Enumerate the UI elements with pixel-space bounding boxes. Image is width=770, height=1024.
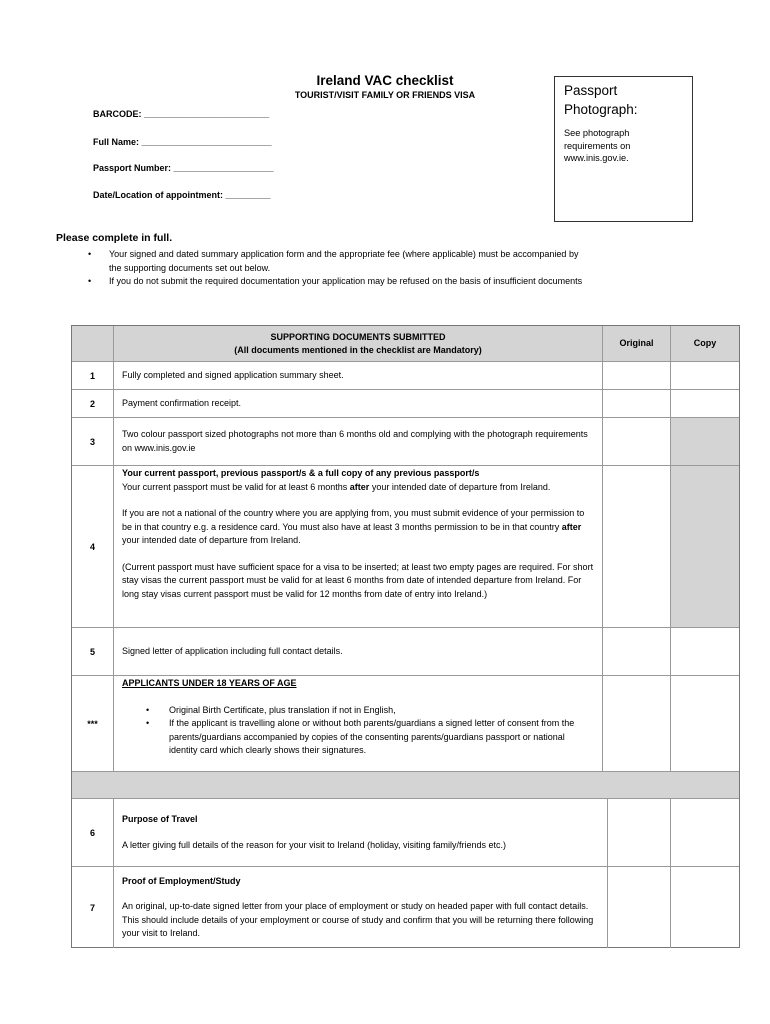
- complete-heading: Please complete in full.: [56, 232, 173, 244]
- section-separator: [72, 772, 739, 799]
- original-checkbox-cell[interactable]: [608, 867, 671, 948]
- full-name-field: [93, 137, 272, 147]
- barcode-line: _________________________: [144, 109, 270, 119]
- row-paragraph: [122, 507, 594, 548]
- row-emphasis: after: [561, 521, 582, 532]
- full-name-line: __________________________: [141, 137, 272, 147]
- header-line1: SUPPORTING DOCUMENTS SUBMITTED: [270, 332, 446, 342]
- photo-box-title-line1: Passport: [564, 83, 618, 98]
- passport-number-line: ____________________: [173, 163, 274, 173]
- header-documents-cell: [114, 326, 603, 362]
- row-number: 7: [72, 867, 114, 948]
- row-description: [114, 676, 603, 772]
- row-text: An original, up-to-date signed letter from your place of employment or study on headed paper with full contact details. This should include details of your employment or course of study and confirm that you will be returning there following your visit to Ireland.: [122, 901, 594, 938]
- photo-box-note: [564, 127, 683, 165]
- copy-checkbox-cell[interactable]: [671, 628, 739, 676]
- barcode-field: [93, 109, 269, 119]
- copy-checkbox-cell[interactable]: [671, 362, 739, 390]
- row-heading: Purpose of Travel: [122, 813, 198, 824]
- row-text: your intended date of departure from Ireland.: [369, 481, 551, 492]
- photo-box-note-line1: See photograph: [564, 128, 630, 138]
- document-title: Ireland VAC checklist: [316, 73, 454, 88]
- original-checkbox-cell[interactable]: [603, 362, 671, 390]
- row-number: 4: [72, 466, 114, 628]
- original-checkbox-cell[interactable]: [608, 799, 671, 867]
- copy-checkbox-cell[interactable]: [671, 867, 739, 948]
- row-text: Your current passport must be valid for at least 6 months: [122, 481, 350, 492]
- photo-box-title: [564, 81, 683, 119]
- row-text: Fully completed and signed application summary sheet.: [122, 369, 344, 380]
- row-description: [114, 628, 603, 676]
- row-description: [114, 867, 608, 948]
- row-paragraph: [122, 481, 594, 495]
- row-text: Payment confirmation receipt.: [122, 397, 242, 408]
- photo-box-title-line2: Photograph:: [564, 102, 638, 117]
- passport-number-label: Passport Number:: [93, 163, 172, 173]
- document-subtitle: TOURIST/VISIT FAMILY OR FRIENDS VISA: [294, 90, 476, 100]
- barcode-label: BARCODE:: [93, 109, 142, 119]
- original-checkbox-cell[interactable]: [603, 676, 671, 772]
- row-bullet: • If the applicant is travelling alone or without both parents/guardians a signed letter of consent from the parents/guardians accompanied by copies of the consenting parents/guardians passport or national identity card which clearly shows their signatures.: [122, 717, 594, 758]
- passport-number-field: [93, 163, 274, 173]
- original-checkbox-cell[interactable]: [603, 466, 671, 628]
- row-bullet: • Original Birth Certificate, plus translation if not in English,: [122, 704, 594, 718]
- copy-checkbox-cell[interactable]: [671, 799, 739, 867]
- copy-checkbox-cell[interactable]: [671, 390, 739, 418]
- copy-cell-disabled: [671, 466, 739, 628]
- row-text: Two colour passport sized photographs not more than 6 months old and complying with the photograph requirements on www.inis.gov.ie: [122, 429, 588, 453]
- copy-checkbox-cell[interactable]: [671, 676, 739, 772]
- photo-box-note-line3: www.inis.gov.ie.: [564, 153, 629, 163]
- row-number: ***: [72, 676, 114, 772]
- original-checkbox-cell[interactable]: [603, 418, 671, 466]
- row-number: 1: [72, 362, 114, 390]
- appointment-line: _________: [225, 190, 271, 200]
- row-heading: APPLICANTS UNDER 18 YEARS OF AGE: [122, 678, 297, 688]
- row-paragraph: (Current passport must have sufficient space for a visa to be inserted; at least two empty pages are required. For short stay visas the current passport must be valid for at least 6 months from date of intended departure from Ireland. For long stay visas current passport must be valid for 12 months from date of entry into Ireland.): [122, 561, 594, 599]
- intro-bullet: • If you do not submit the required documentation your application may be refused on the basis of insufficient documents: [88, 275, 593, 289]
- appointment-field: [93, 190, 271, 200]
- photo-box-note-line2: requirements on: [564, 140, 631, 151]
- copy-cell-disabled: [671, 418, 739, 466]
- documents-table: [71, 325, 740, 948]
- row-description: [114, 362, 603, 390]
- full-name-label: Full Name:: [93, 137, 140, 147]
- row-description: [114, 799, 608, 867]
- header-original: Original: [603, 326, 671, 362]
- row-number: 5: [72, 628, 114, 676]
- row-description: [114, 390, 603, 418]
- row-number: 6: [72, 799, 114, 867]
- row-number: 3: [72, 418, 114, 466]
- passport-photo-box: [554, 76, 693, 222]
- row-description: [114, 418, 603, 466]
- header-copy: Copy: [671, 326, 739, 362]
- row-heading: Proof of Employment/Study: [122, 875, 241, 886]
- row-description: [114, 466, 603, 628]
- row-text: If you are not a national of the country where you are applying from, you must submit evidence of your permission to be in that country e.g. a residence card. You must also have at least 3 months permission to be in that country: [122, 508, 585, 532]
- row-number: 2: [72, 390, 114, 418]
- row-text: your intended date of departure from Ireland.: [122, 535, 301, 545]
- row-heading: Your current passport, previous passport/s & a full copy of any previous passport/s: [122, 468, 480, 478]
- intro-bullet: • Your signed and dated summary application form and the appropriate fee (where applicable) must be accompanied by the supporting documents set out below.: [88, 248, 593, 275]
- intro-bullets: [88, 248, 593, 289]
- original-checkbox-cell[interactable]: [603, 628, 671, 676]
- header-line2: (All documents mentioned in the checklist are Mandatory): [234, 344, 482, 355]
- row-text: A letter giving full details of the reason for your visit to Ireland (holiday, visiting family/friends etc.): [122, 840, 507, 850]
- header-num-cell: [72, 326, 114, 362]
- original-checkbox-cell[interactable]: [603, 390, 671, 418]
- row-text: Signed letter of application including full contact details.: [122, 645, 343, 656]
- appointment-label: Date/Location of appointment:: [93, 190, 223, 200]
- row-emphasis: after: [349, 481, 370, 492]
